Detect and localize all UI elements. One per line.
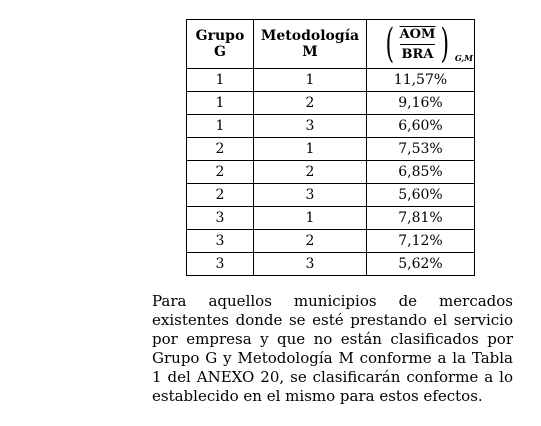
metodologia-cell: 3: [254, 115, 367, 138]
grupo-cell: 2: [187, 161, 254, 184]
metodologia-cell: 1: [254, 69, 367, 92]
table-header-row: [187, 20, 475, 69]
ratio-cell: 5,60%: [367, 184, 475, 207]
fraction-denominator: BRA: [400, 44, 436, 62]
metodologia-cell: 2: [254, 230, 367, 253]
grupo-cell: 1: [187, 69, 254, 92]
header-ratio: [367, 20, 475, 69]
ratio-cell: 7,81%: [367, 207, 475, 230]
grupo-cell: 2: [187, 184, 254, 207]
grupo-cell: 1: [187, 115, 254, 138]
grupo-cell: 2: [187, 138, 254, 161]
grupo-cell: 3: [187, 230, 254, 253]
header-metodologia: [254, 20, 367, 69]
fraction: [398, 27, 438, 62]
metodologia-cell: 2: [254, 161, 367, 184]
grupo-cell: 1: [187, 92, 254, 115]
right-paren: ): [440, 21, 450, 67]
header-metodologia-line1: Metodología: [260, 28, 360, 44]
header-metodologia-line2: M: [302, 44, 318, 60]
ratio-cell: 9,16%: [367, 92, 475, 115]
table-body: [187, 69, 475, 276]
metodologia-cell: 3: [254, 184, 367, 207]
grupo-cell: 3: [187, 253, 254, 276]
table-row: [187, 161, 475, 184]
header-grupo-line2: G: [214, 44, 226, 60]
left-paren: (: [385, 21, 395, 67]
metodologia-cell: 1: [254, 138, 367, 161]
body-paragraph: Para aquellos municipios de mercados existentes donde se esté prestando el servicio por empresa y que no están clasificados por Grupo G y Metodología M conforme a la Tabla 1 del ANEXO 20, se clasificarán conforme a lo establecido en el mismo para estos efectos.: [152, 292, 513, 405]
header-grupo-line1: Grupo: [195, 28, 245, 44]
grupo-cell: 3: [187, 207, 254, 230]
formula-subscript: G,M: [454, 53, 474, 63]
ratio-cell: 6,60%: [367, 115, 475, 138]
ratio-cell: 11,57%: [367, 69, 475, 92]
table-row: [187, 138, 475, 161]
table-row: [187, 184, 475, 207]
metodologia-cell: 3: [254, 253, 367, 276]
table-row: [187, 115, 475, 138]
ratio-cell: 5,62%: [367, 253, 475, 276]
metodologia-cell: 2: [254, 92, 367, 115]
table-row: [187, 69, 475, 92]
fraction-numerator: $\overline{AOM}$: [399, 26, 436, 42]
table-row: [187, 207, 475, 230]
header-grupo: [187, 20, 254, 69]
table-row: [187, 92, 475, 115]
table-row: [187, 253, 475, 276]
metodologia-cell: 1: [254, 207, 367, 230]
table-row: [187, 230, 475, 253]
aom-bra-table: [186, 19, 475, 276]
ratio-cell: 7,12%: [367, 230, 475, 253]
aom-bra-formula: [382, 21, 474, 67]
ratio-cell: 7,53%: [367, 138, 475, 161]
ratio-cell: 6,85%: [367, 161, 475, 184]
